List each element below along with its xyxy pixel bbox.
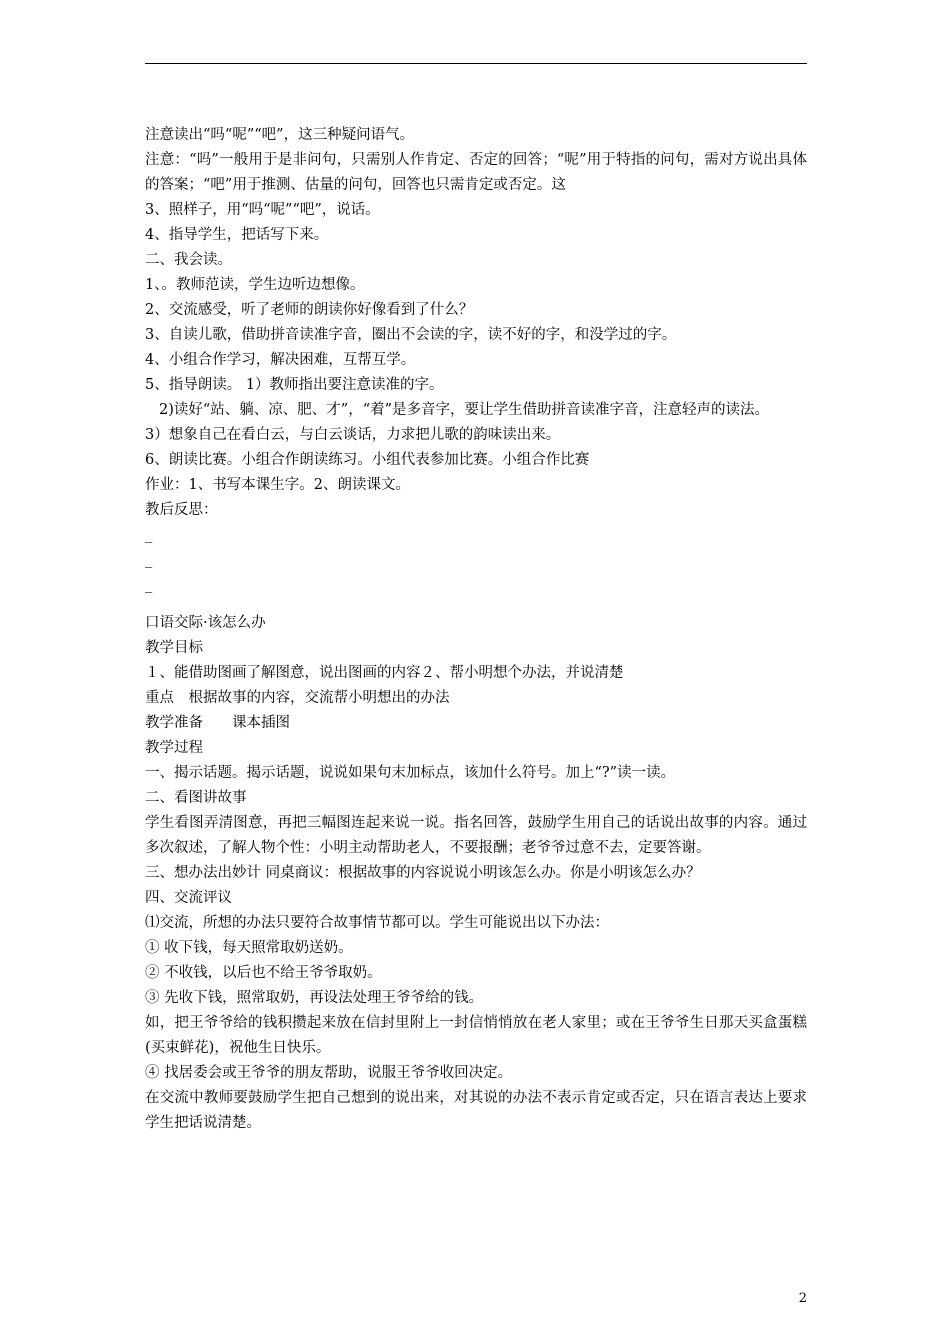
paragraph-step-one: 一、揭示话题。揭示话题，说说如果句末加标点，该加什么符号。加上“?”读一读。 [145, 765, 676, 781]
paragraph-key-points: 重点 根据故事的内容，交流帮小明想出的办法 [145, 690, 450, 706]
heading-step-two: 二、看图讲故事 [145, 790, 247, 806]
reflection-dash-2: _ [145, 552, 153, 568]
page-number: 2 [798, 1291, 807, 1306]
paragraph-read-3: 3、自读儿歌，借助拼音读准字音，圈出不会读的字，读不好的字，和没学过的字。 [145, 327, 677, 343]
section-lesson-reading [145, 123, 807, 598]
paragraph-read-1: 1、。教师范读，学生边听边想像。 [145, 277, 365, 293]
reflection-dash-1: _ [145, 527, 153, 543]
paragraph-read-4: 4、小组合作学习，解决困难，互帮互学。 [145, 352, 416, 368]
lesson-title: 口语交际·该怎么办 [145, 615, 266, 631]
list-item-option-1: ① 收下钱，每天照常取奶送奶。 [145, 940, 353, 956]
reflection-dash-3: _ [145, 577, 153, 593]
heading-teaching-process: 教学过程 [145, 740, 203, 756]
heading-i-can-read: 二、我会读。 [145, 252, 232, 268]
paragraph-read-5-2: 2)读好“站、躺、凉、肥、才”，“着”是多音字，要让学生借助拼音读准字音，注意轻声的读法。 [159, 402, 770, 418]
paragraph-read-5-3: 3）想象自己在看白云，与白云谈话，力求把儿歌的韵味读出来。 [145, 427, 561, 443]
heading-teaching-goals: 教学目标 [145, 640, 203, 656]
paragraph-step-4: 4、指导学生，把话写下来。 [145, 227, 329, 243]
paragraph-teacher-guidance: 在交流中教师要鼓励学生把自己想到的说出来，对其说的办法不表示肯定或否定，只在语言表达上要求学生把话说清楚。 [145, 1090, 807, 1131]
list-item-option-4: ④ 找居委会或王爷爷的朋友帮助，说服王爷爷收回决定。 [145, 1065, 513, 1081]
paragraph-example: 如，把王爷爷给的钱积攒起来放在信封里附上一封信悄悄放在老人家里；或在王爷爷生日那天买盒蛋糕(买束鲜花)，祝他生日快乐。 [145, 1015, 807, 1056]
heading-step-four: 四、交流评议 [145, 890, 232, 906]
paragraph-exchange: ⑴交流，所想的办法只要符合故事情节都可以。学生可能说出以下办法： [145, 915, 609, 931]
paragraph-read-5: 5、指导朗读。 1）教师指出要注意读准的字。 [145, 377, 444, 393]
header-rule [145, 63, 807, 64]
paragraph-intonation-note: 注意读出“吗“呢”“吧”，这三种疑问语气。 [145, 127, 415, 143]
section-gap [145, 598, 807, 611]
paragraph-story-telling: 学生看图弄清图意，再把三幅图连起来说一说。指名回答，鼓励学生用自己的话说出故事的内容。通过多次叙述，了解人物个性：小明主动帮助老人，不要报酬；老爷爷过意不去，定要答谢。 [145, 815, 807, 856]
paragraph-step-3: 3、照样子，用“吗“呢”“吧”，说话。 [145, 202, 380, 218]
paragraph-homework: 作业：1、书写本课生字。2、朗读课文。 [145, 477, 410, 493]
paragraph-step-three: 三、想办法出妙计 同桌商议：根据故事的内容说说小明该怎么办。你是小明该怎么办？ [145, 865, 701, 881]
paragraph-read-6: 6、朗读比赛。小组合作朗读练习。小组代表参加比赛。小组合作比赛 [145, 452, 590, 468]
paragraph-preparation: 教学准备 课本插图 [145, 715, 290, 731]
paragraph-reflection: 教后反思： [145, 502, 218, 518]
paragraph-goals: １、能借助图画了解图意，说出图画的内容２、帮小明想个办法，并说清楚 [145, 665, 624, 681]
paragraph-read-2: 2、交流感受，听了老师的朗读你好像看到了什么？ [145, 302, 474, 318]
section-oral-communication [145, 611, 807, 1136]
paragraph-question-particles: 注意：“吗”一般用于是非问句，只需别人作肯定、否定的回答；“呢”用于特指的问句，需对方说出具体的答案；“吧”用于推测、估量的问句，回答也只需肯定或否定。这 [145, 152, 807, 193]
document-body [145, 123, 807, 1136]
list-item-option-3: ③ 先收下钱，照常取奶，再设法处理王爷爷给的钱。 [145, 990, 484, 1006]
list-item-option-2: ② 不收钱，以后也不给王爷爷取奶。 [145, 965, 382, 981]
